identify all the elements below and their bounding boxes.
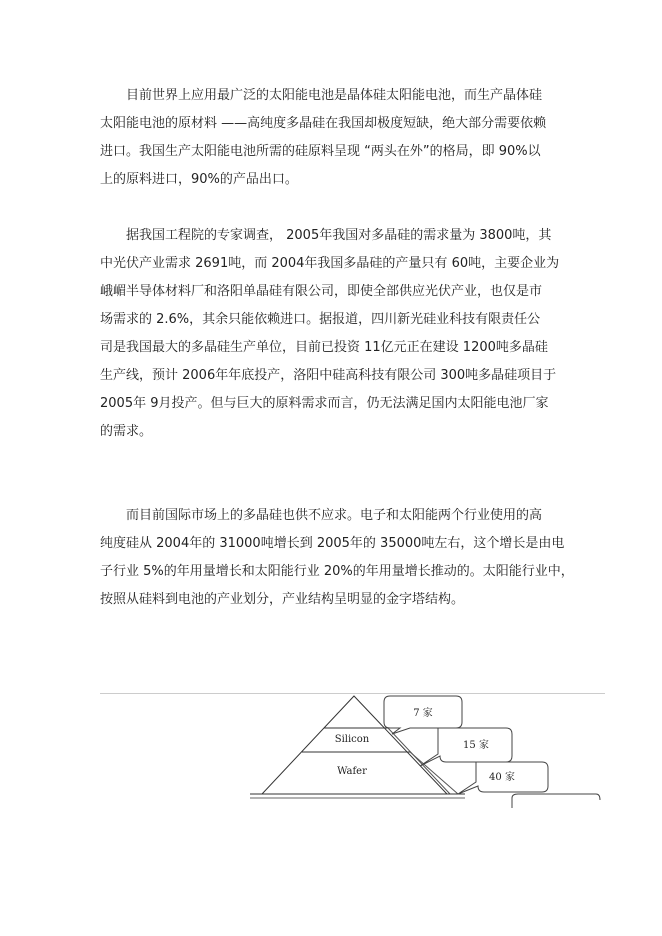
text-line: 中光伏产业需求 2691吨，而 2004年我国多晶硅的产量只有 60吨，主要企业为: [100, 256, 560, 271]
text-line: 进口。我国生产太阳能电池所需的硅原料呈现 “两头在外”的格局，即 90%以: [100, 144, 541, 159]
tier-label-wafer: Wafer: [337, 766, 367, 777]
text-line: 司是我国最大的多晶硅生产单位，目前已投资 11亿元正在建设 1200吨多晶硅: [100, 340, 548, 355]
paragraph-3: [100, 502, 574, 614]
text-line: 的需求。: [100, 424, 153, 439]
text-line: 而目前国际市场上的多晶硅也供不应求。电子和太阳能两个行业使用的高: [100, 508, 543, 523]
text-line: 子行业 5%的年用量增长和太阳能行业 20%的年用量增长推动的。太阳能行业中，: [100, 564, 574, 579]
text-line: 2005年 9月投产。但与巨大的原料需求而言，仍无法满足国内太阳能电池厂家: [100, 396, 549, 411]
tier-label-silicon: Silicon: [334, 734, 370, 745]
paragraph-1: [100, 82, 570, 194]
pyramid-diagram: [240, 688, 610, 808]
paragraph-2: [100, 222, 570, 446]
callout-label-3: 40 家: [489, 772, 515, 783]
text-line: 按照从硅料到电池的产业划分，产业结构呈明显的金字塔结构。: [100, 592, 465, 607]
text-line: 生产线，预计 2006年年底投产，洛阳中硅高科技有限公司 300吨多晶硅项目于: [100, 368, 557, 383]
callout-label-2: 15 家: [463, 740, 489, 751]
text-line: 目前世界上应用最广泛的太阳能电池是晶体硅太阳能电池，而生产晶体硅: [100, 88, 543, 103]
text-line: 太阳能电池的原材料 ——高纯度多晶硅在我国却极度短缺，绝大部分需要依赖: [100, 116, 547, 131]
text-line: 上的原料进口，90%的产品出口。: [100, 172, 298, 187]
text-line: 纯度硅从 2004年的 31000吨增长到 2005年的 35000吨左右，这个增长是由电: [100, 536, 565, 551]
callout-label-1: 7 家: [413, 708, 433, 719]
text-line: 峨嵋半导体材料厂和洛阳单晶硅有限公司，即使全部供应光伏产业，也仅是市: [100, 284, 543, 299]
callout-box-partial: [512, 794, 600, 808]
text-line: 据我国工程院的专家调查， 2005年我国对多晶硅的需求量为 3800吨，其: [100, 228, 552, 243]
text-line: 场需求的 2.6%，其余只能依赖进口。据报道，四川新光硅业科技有限责任公: [100, 312, 541, 327]
